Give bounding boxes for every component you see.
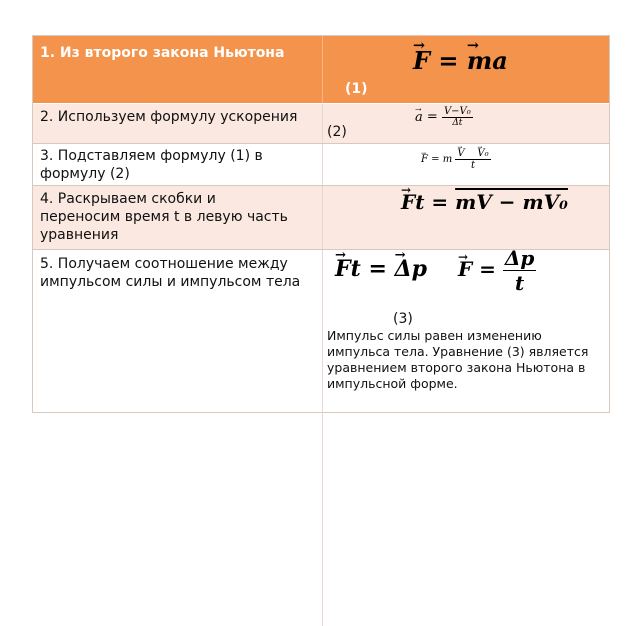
table-row [33,143,609,185]
conclusion-note: Импульс силы равен изменению импульса тела. Уравнение (3) является уравнением второго закона Ньютона в импульсной форме. [327,328,589,391]
step-4-text: 4. Раскрываем скобки и переносим время t в левую часть уравнения [40,191,288,243]
table-row [33,246,609,412]
step-3-text: 3. Подставляем формулу (1) в формулу (2) [40,148,263,182]
step-5-text: 5. Получаем соотношение между импульсом силы и импульсом тела [40,256,301,290]
equation-1: → F = → ma [413,46,508,75]
equation-5b: → F = $\frac{\Delta p}{t}$ [458,246,536,295]
equation-3: → F = m → $\frac{\text{V → V₀}}{t}$ [421,148,491,171]
step-2-text: 2. Используем формулу ускорения [40,109,298,125]
equation-2: → a = $\frac{\text{V−V₀}}{\Delta t}$ [415,106,473,128]
column-divider [322,36,323,103]
derivation-table [32,35,610,413]
table-row [33,36,609,103]
table-row [33,103,609,143]
equation-3-label: (3) [393,311,413,327]
column-divider [322,250,323,626]
equation-1-label: (1) [345,81,368,97]
step-1-text: 1. Из второго закона Ньютона [40,45,285,61]
table-row [33,185,609,249]
equation-2-label: (2) [327,124,347,140]
equation-5a: → Ft = → Δp [335,256,427,282]
equation-4: → Ft = mV − mV₀ [401,190,568,214]
